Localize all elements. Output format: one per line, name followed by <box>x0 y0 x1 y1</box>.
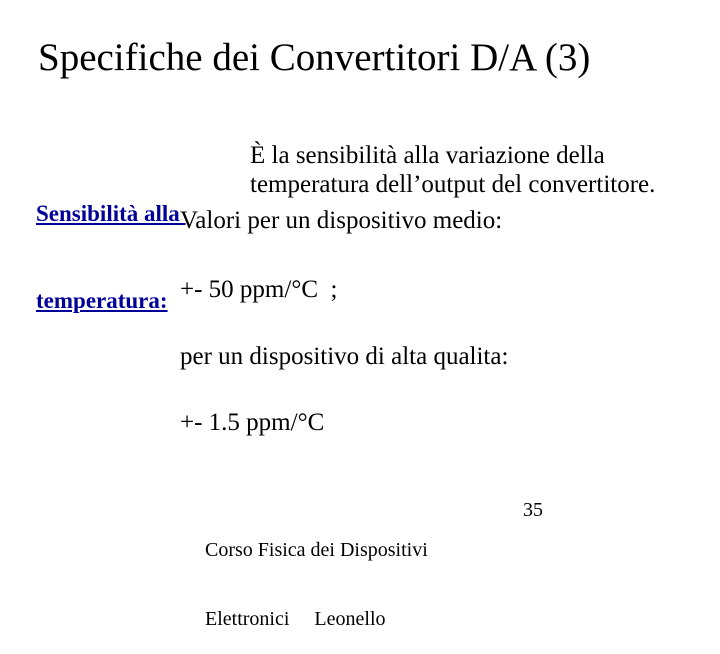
term-definition <box>250 141 655 199</box>
value-medium-device: +- 50 ppm/°C ; <box>180 276 338 303</box>
footer-course-line-1: Corso Fisica dei Dispositivi <box>205 539 428 561</box>
footer-course-info <box>205 493 428 654</box>
page-number: 35 <box>523 499 543 521</box>
term-label-line-1: Sensibilità alla <box>36 201 186 226</box>
term-label-line-2: temperatura: <box>36 288 168 313</box>
quality-intro: per un dispositivo di alta qualita: <box>180 343 509 370</box>
footer-course-line-2: Elettronici Leonello <box>205 608 386 630</box>
definition-line-1: È la sensibilità alla variazione della <box>250 142 605 169</box>
definition-line-2: temperatura dell’output del convertitore. <box>250 171 656 198</box>
value-high-quality-device: +- 1.5 ppm/°C <box>180 409 325 436</box>
term-label <box>36 141 186 344</box>
slide-title: Specifiche dei Convertitori D/A (3) <box>38 36 591 79</box>
values-intro: Valori per un dispositivo medio: <box>180 207 503 234</box>
